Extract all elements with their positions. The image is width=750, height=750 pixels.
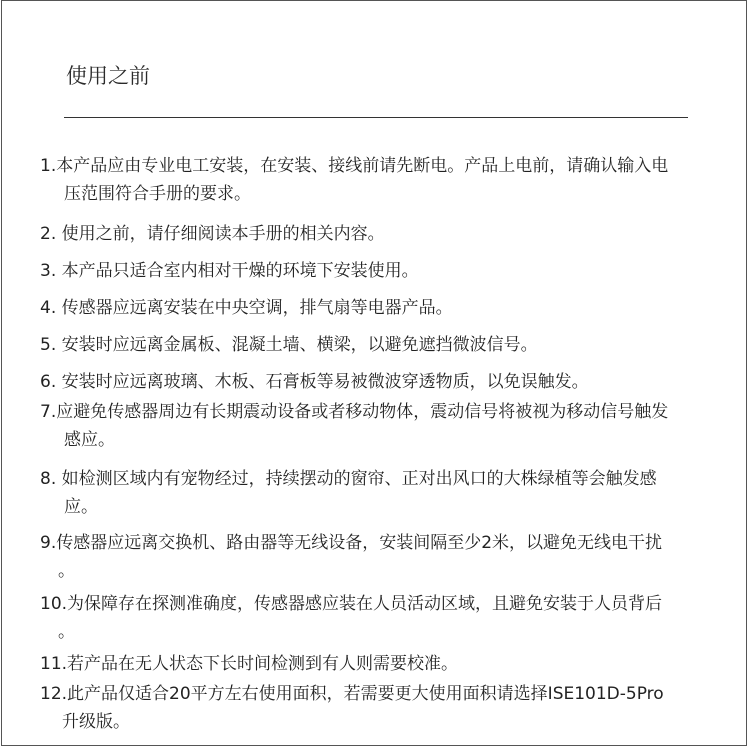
list-item-1 [40,152,730,208]
title-divider [64,117,688,118]
item-number: 7. [40,402,57,422]
item-number: 10. [40,594,68,614]
item-text: 使用之前，请仔细阅读本手册的相关内容。 [56,224,385,244]
item-text-continued: 。 [58,561,75,581]
item-number: 8. [40,469,57,489]
item-text: 本产品应由专业电工安装，在安装、接线前请先断电。产品上电前，请确认输入电 [56,156,669,176]
item-number: 2. [40,224,57,244]
item-text: 传感器应远离交换机、路由器等无线设备，安装间隔至少2米，以避免无线电干扰 [56,533,663,553]
item-text-continued: 压范围符合手册的要求。 [64,184,251,204]
item-text-continued: 应。 [64,497,98,517]
item-text-continued: 。 [58,622,75,642]
list-item-9 [40,529,730,585]
item-text: 安装时应远离金属板、混凝土墙、横梁，以避免遮挡微波信号。 [56,335,538,355]
list-item-4 [40,294,730,322]
item-number: 12. [40,684,68,704]
item-number: 6. [40,372,57,392]
list-item-10 [40,590,730,646]
item-number: 4. [40,298,57,318]
item-number: 5. [40,335,57,355]
list-item-11 [40,650,730,678]
list-item-6 [40,368,730,396]
list-item-8 [40,465,730,521]
list-item-2 [40,220,730,248]
item-text-continued: 感应。 [64,430,115,450]
item-text: 此产品仅适合20平方左右使用面积，若需要更大使用面积请选择ISE101D-5Pro [67,684,664,704]
list-item-12 [40,680,730,736]
item-text: 传感器应远离安装在中央空调，排气扇等电器产品。 [56,298,453,318]
list-item-3 [40,257,730,285]
item-text-continued: 升级版。 [62,712,130,732]
page-title: 使用之前 [66,64,150,88]
item-text: 应避免传感器周边有长期震动设备或者移动物体，震动信号将被视为移动信号触发 [56,402,669,422]
item-text: 如检测区域内有宠物经过，持续摆动的窗帘、正对出风口的大株绿植等会触发感 [56,469,657,489]
item-number: 11. [40,654,68,674]
list-item-5 [40,331,730,359]
item-number: 1. [40,156,57,176]
item-text: 安装时应远离玻璃、木板、石膏板等易被微波穿透物质，以免误触发。 [56,372,589,392]
item-number: 9. [40,533,57,553]
item-text: 若产品在无人状态下长时间检测到有人则需要校准。 [67,654,459,674]
item-number: 3. [40,261,57,281]
item-text: 本产品只适合室内相对干燥的环境下安装使用。 [56,261,419,281]
item-text: 为保障存在探测准确度，传感器感应装在人员活动区域，且避免安装于人员背后 [67,594,663,614]
list-item-7 [40,398,730,454]
